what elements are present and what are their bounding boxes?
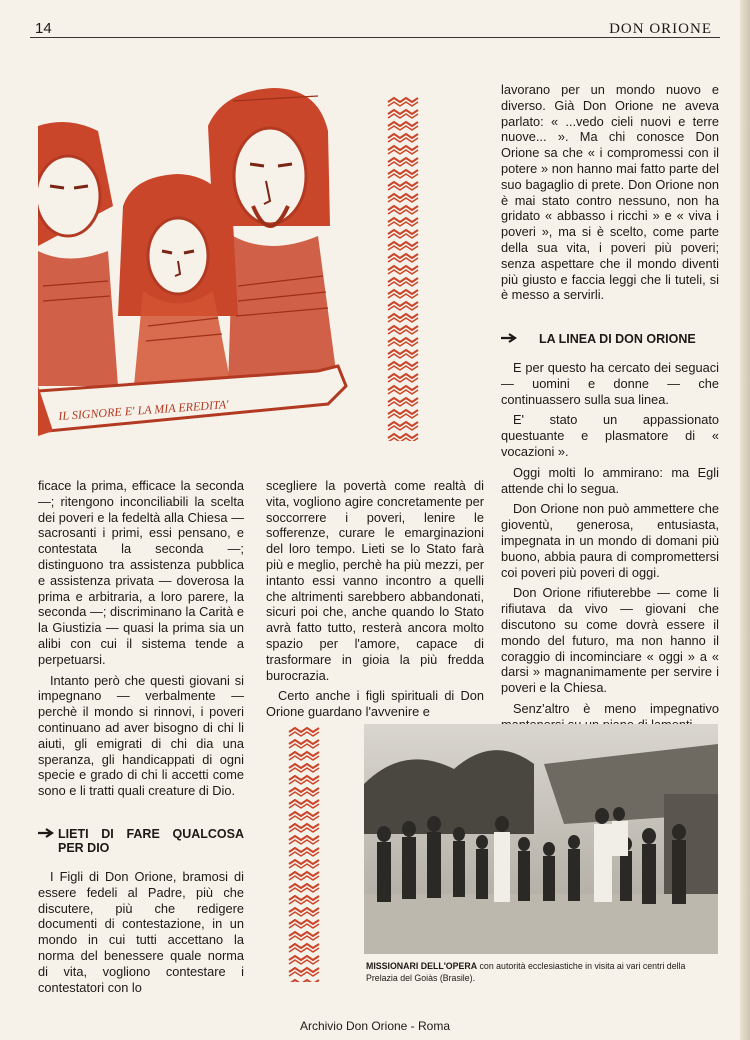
arrow-icon bbox=[38, 827, 58, 841]
column-3 bbox=[501, 324, 719, 738]
paragraph: ficace la prima, efficace la seconda —; ritengono inconciliabili la scelta dei poveri e la fedeltà alla Chiesa — sacrosanti i primi, essi pensano, e contestata la seconda —; distinguono tra assistenza pubblica e assistenza privata — doverosa la prima e arbitraria, a loro parere, la seconda —; discriminano la Carità e la Giustizia — quasi la prima sia un alibi con cui il sistema tende a perpetuarsi. bbox=[38, 478, 244, 667]
arrow-icon bbox=[501, 332, 521, 346]
paragraph: Don Orione non può ammettere che gioventù, generosa, entusiasta, impegnata in un mondo di domani più buono, abbia paura di compromettersi coi poveri più poveri di oggi. bbox=[501, 501, 719, 580]
paragraph: Intanto però che questi giovani si impegnano — verbalmente — perchè il mondo si rinnovi, i poveri continuano ad aver bisogno di chi li aiuti, gli emigrati di chi dia una speranza, gli handicappati di ogni specie e grado di chi li accetti come sono e li tratti quali creature di Dio. bbox=[38, 672, 244, 799]
column-1 bbox=[38, 478, 244, 1000]
column-3-top bbox=[501, 82, 719, 308]
page-number: 14 bbox=[35, 20, 52, 37]
column-2 bbox=[266, 478, 484, 725]
paragraph: Senz'altro è meno impegnativo bbox=[513, 700, 719, 716]
photo-caption: MISSIONARI DELL'OPERA con autorità ecclesiastiche in visita ai vari centri della Prelazia del Goiàs (Brasile). bbox=[366, 961, 686, 983]
paragraph: scegliere la povertà come realtà di vita, vogliono agire concretamente per soccorrere i poveri, lenire le sofferenze, curare le emarginazioni del loro tempo. Lieti se lo Stato farà più e meglio, perchè ha più mezzi, per intanto essi vanno incontro a quelli che altrimenti sarebbero abbandonati, sicuri poi che, anche quando lo Stato avrà fatto tutto, resterà ancora molto spazio per l'amore, capace di trasformare in gioia la più fredda burocrazia. bbox=[266, 478, 484, 683]
decorative-strip bbox=[287, 726, 321, 982]
paragraph: E' stato un appassionato questuante e plasmatore di « vocazioni ». bbox=[501, 412, 719, 459]
paragraph: lavorano per un mondo nuovo e diverso. Già Don Orione ne aveva parlato: « ...vedo cieli nuovi e terre nuove... ». Ma chi conosce Don Orione sa che « i compromessi con il potere » non hanno mai fatto parte del suo bagaglio di prete. Don Orione non è mai stato contro nessuno, non ha gridato « abbasso i ricchi » e « viva i poveri », ma si è scelto, come parte della sua vita, i poveri più poveri; senza aspettare che il mondo diventi più giusto e faccia leggi che li tuteli, si è messo a servirli. bbox=[501, 82, 719, 303]
page-edge bbox=[740, 0, 750, 1040]
missionaries-photo bbox=[364, 724, 718, 954]
magazine-title: DON ORIONE bbox=[609, 21, 712, 37]
paragraph: Don Orione rifiuterebbe — come li rifiutava da vivo — giovani che discutono su come dovrà essere il mondo del futuro, ma non hanno il coraggio di incominciare « oggi » a « darsi » magnanimamente per servire i poveri e la Chiesa. bbox=[501, 585, 719, 696]
section-heading: LA LINEA DI DON ORIONE bbox=[501, 332, 719, 346]
header-rule bbox=[30, 37, 720, 38]
paragraph: Oggi molti lo ammirano: ma Egli attende chi lo segua. bbox=[501, 464, 719, 496]
decorative-strip bbox=[386, 96, 420, 441]
archive-footer: Archivio Don Orione - Roma bbox=[299, 1019, 451, 1033]
paragraph: I Figli di Don Orione, bramosi di essere fedeli al Padre, più che discutere, più che redigere documenti di contestazione, in un mondo in cui tutti accettano la norma del benessere quale norma di vita, vogliono contestare i contestatori con lo bbox=[38, 868, 244, 995]
banner-text: IL SIGNORE E' LA MIA EREDITA' bbox=[57, 397, 230, 424]
section-heading: LIETI DI FARE QUALCOSA PER DIO bbox=[38, 827, 244, 855]
paragraph: Certo anche i figli spirituali di Don Orione guardano l'avvenire e bbox=[266, 688, 484, 720]
paragraph: E per questo ha cercato dei seguaci — uomini e donne — che continuassero sulla sua linea. bbox=[501, 360, 719, 407]
saints-illustration bbox=[38, 86, 350, 471]
